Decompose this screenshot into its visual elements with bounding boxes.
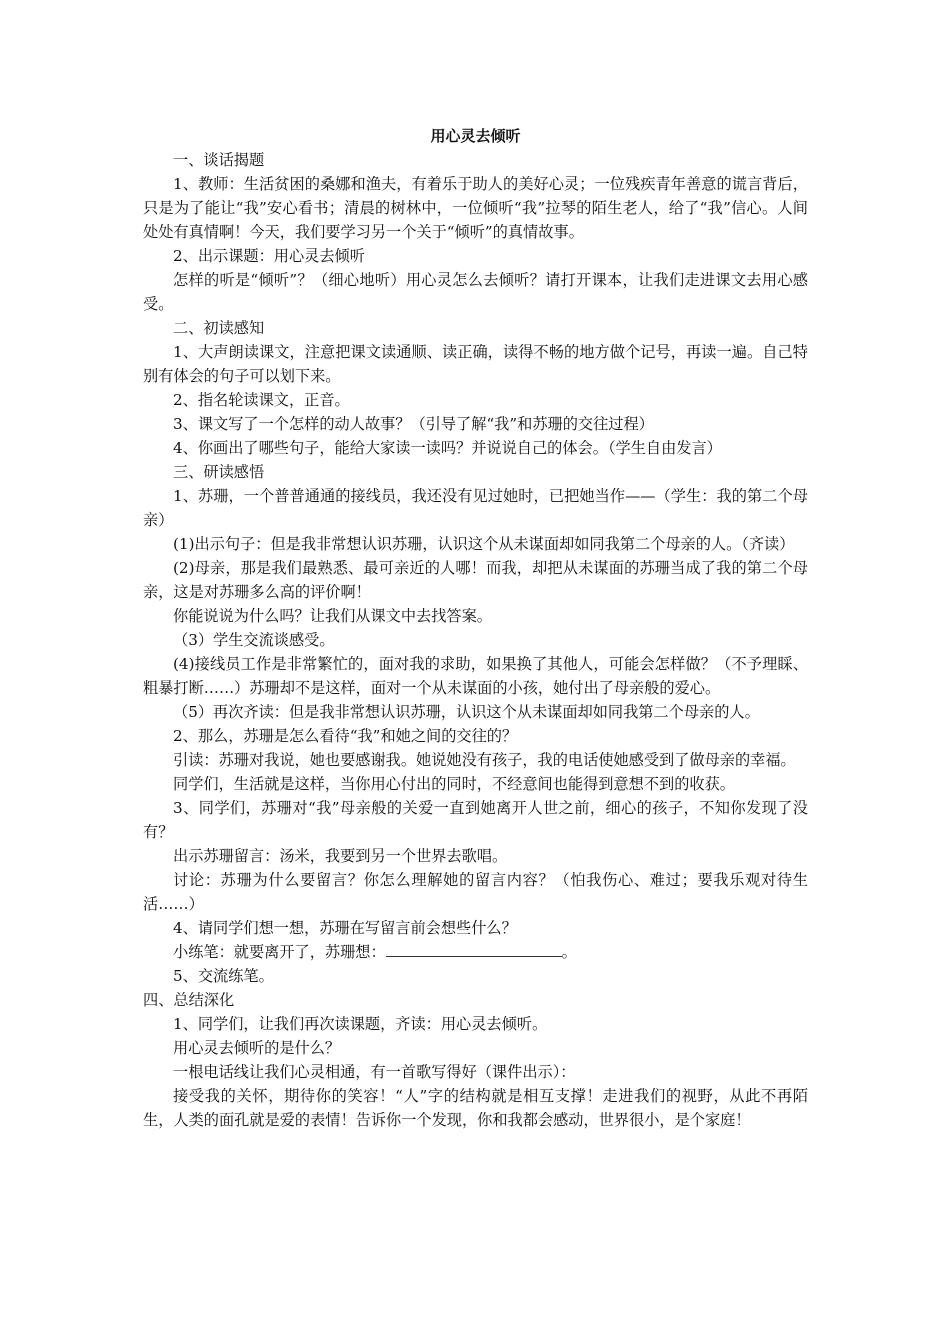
paragraph: 3、课文写了一个怎样的动人故事？（引导了解“我”和苏珊的交往过程）: [173, 415, 654, 433]
page-title: 用心灵去倾听: [430, 127, 521, 145]
section-heading: 二、初读感知: [173, 319, 265, 337]
paragraph: 一根电话线让我们心灵相通，有一首歌写得好（课件出示）：: [173, 1063, 576, 1081]
exercise-end: 。: [561, 943, 577, 961]
paragraph: (2)母亲，那是我们最熟悉、最可亲近的人哪！而我，却把从未谋面的苏珊当成了我的第二个母亲，这是对苏珊多么高的评价啊！: [143, 559, 808, 601]
paragraph: 5、交流练笔。: [173, 967, 274, 985]
section-heading: 三、研读感悟: [173, 463, 265, 481]
paragraph: 3、同学们，苏珊对“我”母亲般的关爱一直到她离开人世之前，细心的孩子，不知你发现了没有？: [143, 799, 808, 841]
section-heading: 四、总结深化: [143, 991, 235, 1009]
paragraph: 同学们，生活就是这样，当你用心付出的同时，不经意间也能得到意想不到的收获。: [173, 775, 735, 793]
paragraph: 4、你画出了哪些句子，能给大家读一读吗？并说说自己的体会。（学生自由发言）: [173, 439, 722, 457]
paragraph: 讨论：苏珊为什么要留言？你怎么理解她的留言内容？（怕我伤心、难过；要我乐观对待生活……）: [143, 871, 808, 913]
paragraph: 怎样的听是“倾听”？（细心地听）用心灵怎么去倾听？请打开课本，让我们走进课文去用心感受。: [143, 271, 808, 313]
paragraph: 1、大声朗读课文，注意把课文读通顺、读正确，读得不畅的地方做个记号，再读一遍。自己特别有体会的句子可以划下来。: [143, 343, 808, 385]
paragraph: 你能说说为什么吗？让我们从课文中去找答案。: [173, 607, 492, 625]
fill-in-blank: [386, 942, 562, 957]
paragraph: 4、请同学们想一想，苏珊在写留言前会想些什么？: [173, 919, 517, 937]
exercise-prompt: 小练笔：就要离开了，苏珊想：: [173, 943, 386, 961]
paragraph: 2、出示课题：用心灵去倾听: [173, 247, 365, 265]
paragraph: 1、教师：生活贫困的桑娜和渔夫，有着乐于助人的美好心灵；一位残疾青年善意的谎言背后，只是为了能让“我”安心看书；清晨的树林中，一位倾听“我”拉琴的陌生老人，给了“我”信心。人间处处有真情啊！今天，我们要学习另一个关于“倾听”的真情故事。: [143, 175, 808, 241]
song-lyrics: 接受我的关怀，期待你的笑容！“人”字的结构就是相互支撑！走进我们的视野，从此不再陌生，人类的面孔就是爱的表情！告诉你一个发现，你和我都会感动，世界很小，是个家庭！: [143, 1087, 808, 1129]
paragraph: 引读：苏珊对我说，她也要感谢我。她说她没有孩子，我的电话使她感受到了做母亲的幸福。: [173, 751, 796, 769]
writing-exercise: [143, 940, 808, 964]
paragraph: 2、指名轮读课文，正音。: [173, 391, 350, 409]
paragraph: 出示苏珊留言：汤米，我要到另一个世界去歌唱。: [173, 847, 508, 865]
paragraph: 用心灵去倾听的是什么？: [173, 1039, 341, 1057]
section-heading: 一、谈话揭题: [173, 151, 265, 169]
paragraph: (4)接线员工作是非常繁忙的，面对我的求助，如果换了其他人，可能会怎样做？（不予理睬、粗暴打断……）苏珊却不是这样，面对一个从未谋面的小孩，她付出了母亲般的爱心。: [143, 655, 808, 697]
paragraph: （5）再次齐读：但是我非常想认识苏珊，认识这个从未谋面却如同我第二个母亲的人。: [173, 703, 760, 721]
paragraph: (1)出示句子：但是我非常想认识苏珊，认识这个从未谋面却如同我第二个母亲的人。（齐读）: [173, 535, 795, 553]
paragraph: 1、苏珊，一个普普通通的接线员，我还没有见过她时，已把她当作——（学生：我的第二个母亲）: [143, 487, 808, 529]
document-body: [143, 124, 808, 1132]
paragraph: （3）学生交流谈感受。: [173, 631, 335, 649]
paragraph: 2、那么，苏珊是怎么看待“我”和她之间的交往的？: [173, 727, 518, 745]
paragraph: 1、同学们，让我们再次读课题，齐读：用心灵去倾听。: [173, 1015, 548, 1033]
